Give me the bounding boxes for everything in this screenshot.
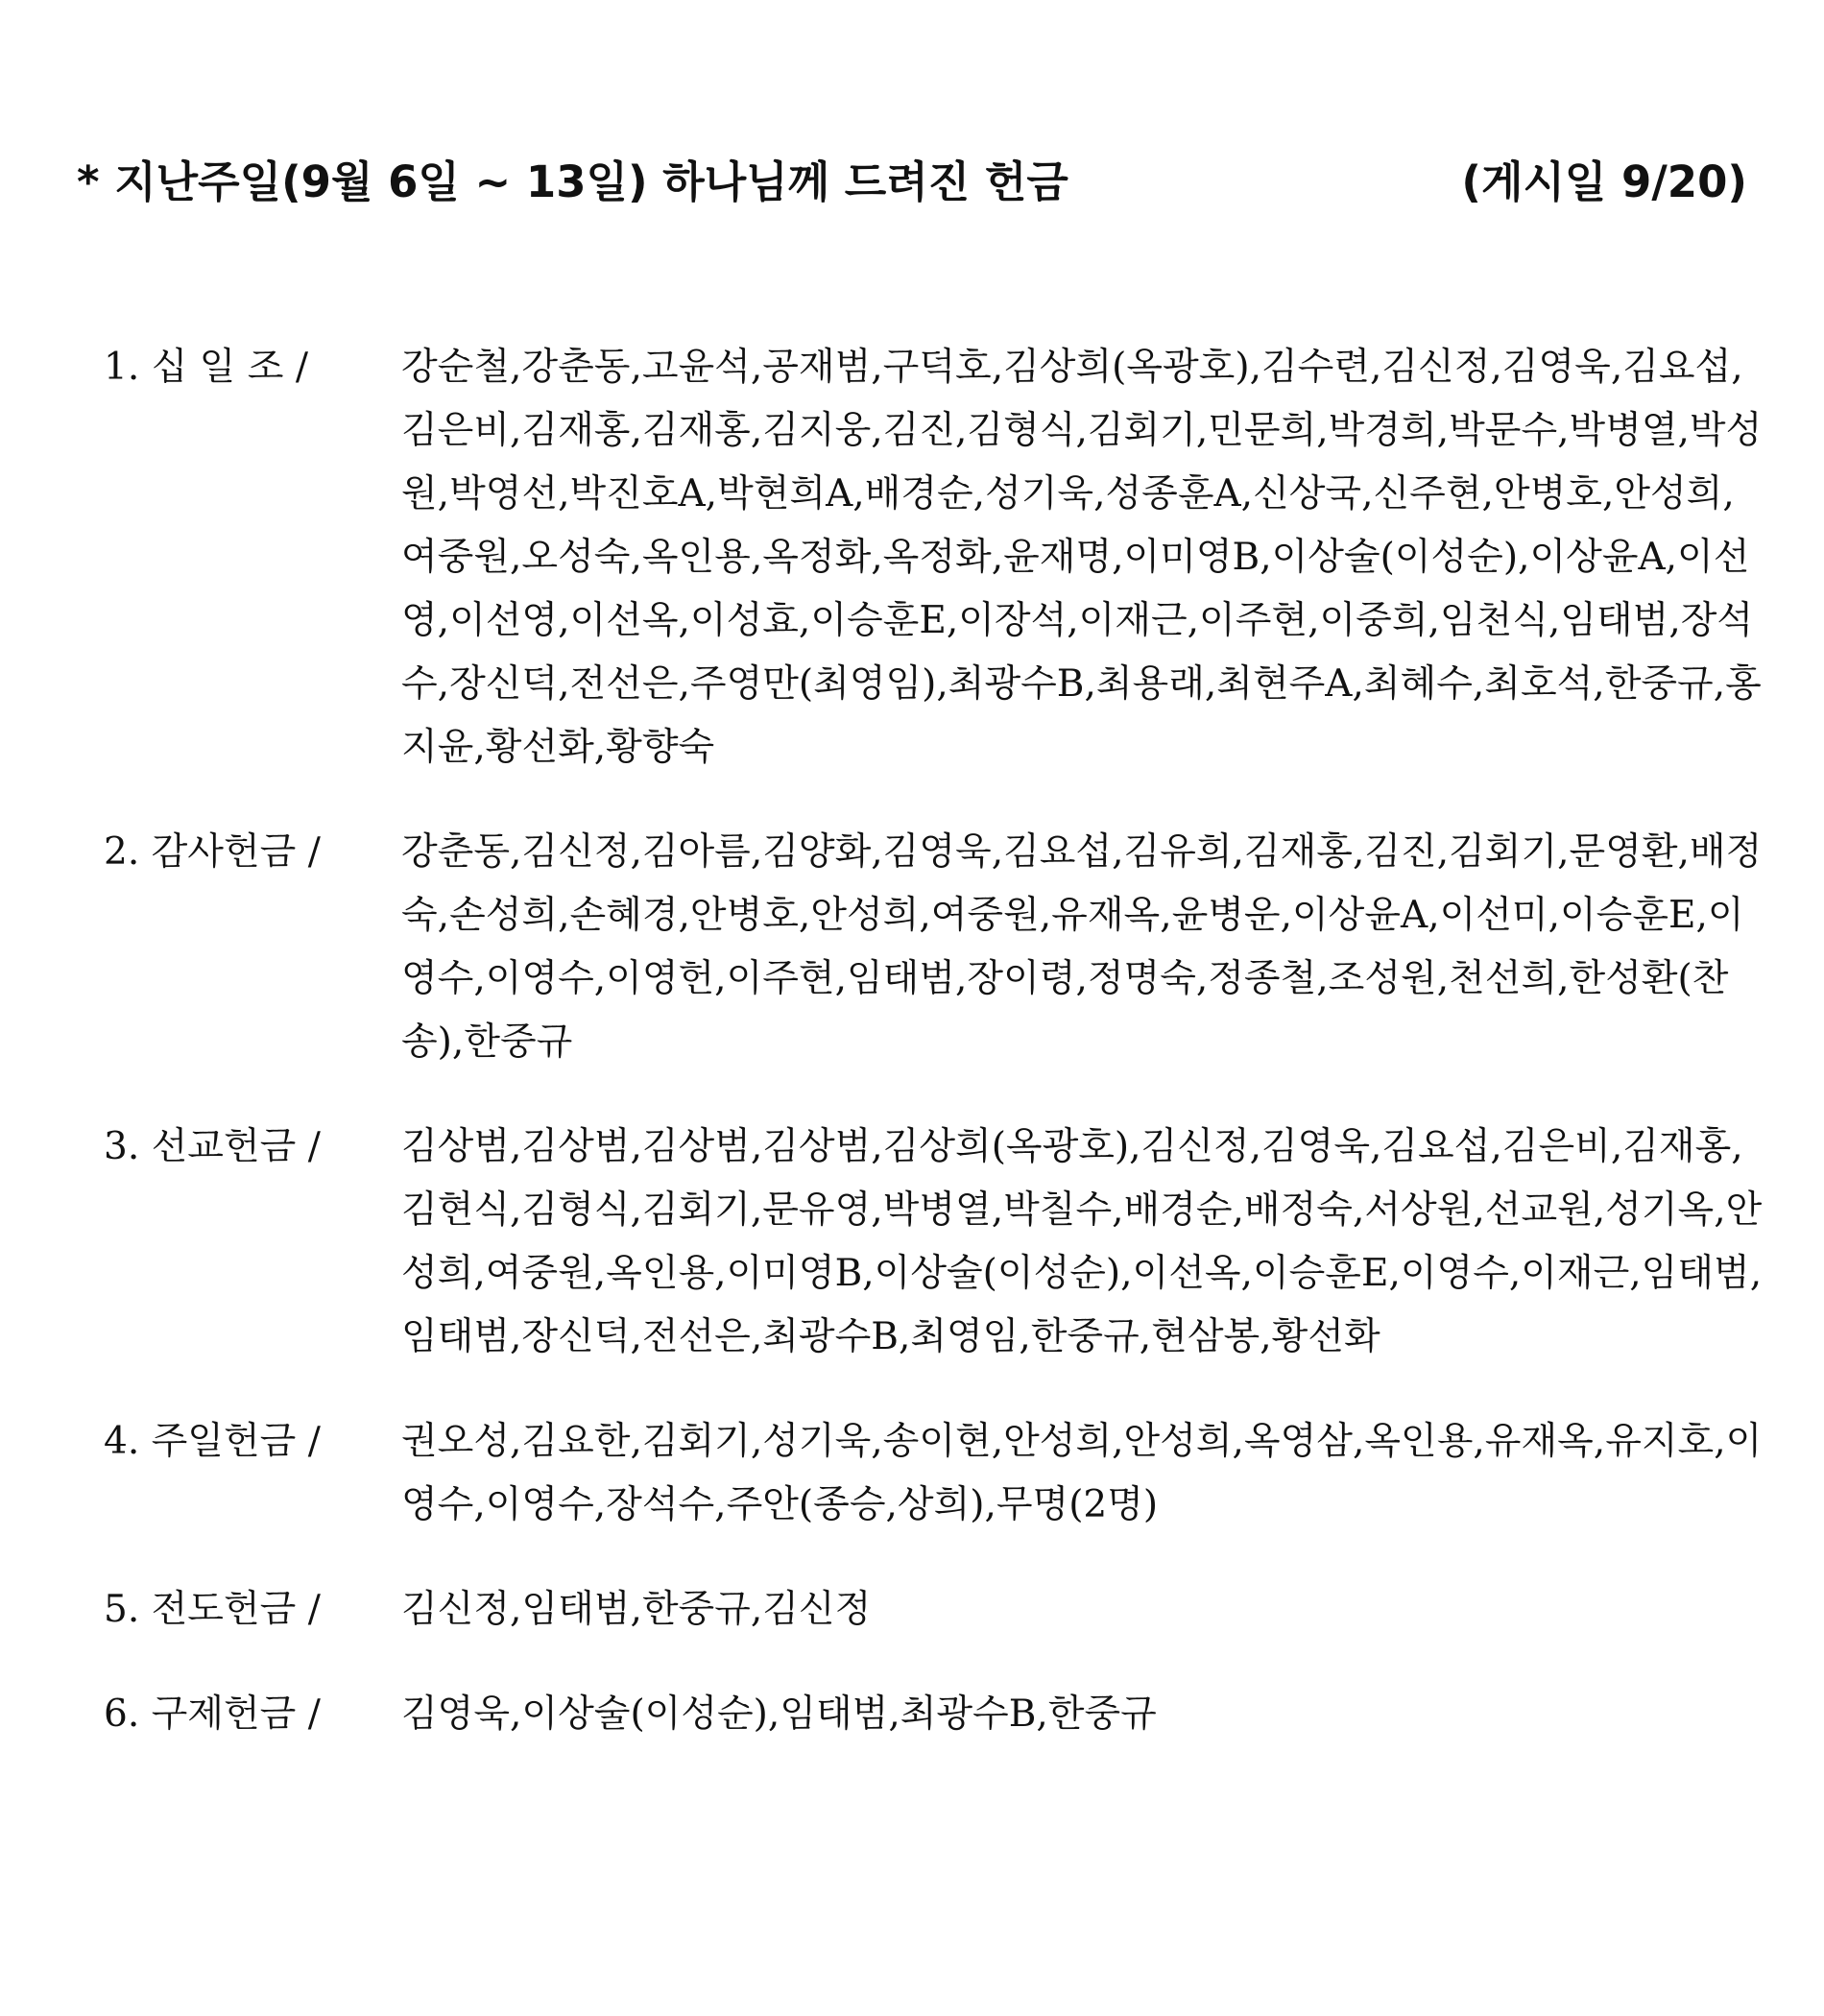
- section-thanksgiving: [0, 821, 1824, 1074]
- section-label: 4. 주일헌금 /: [104, 1420, 321, 1463]
- section-tithe: [0, 336, 1824, 780]
- notice-header: [77, 144, 1747, 221]
- section-label: 6. 구제헌금 /: [104, 1692, 321, 1736]
- section-names: 김상범,김상범,김상범,김상범,김상희(옥광호),김신정,김영욱,김요섭,김은비,김재홍,김현식,김형식,김회기,문유영,박병열,박칠수,배경순,배정숙,서상원,선교원,성기옥,안성희,여중원,옥인용,이미영B,이상술(이성순),이선옥,이승훈E,이영수,이재근,임태범,임태범,장신덕,전선은,최광수B,최영임,한중규,현삼봉,황선화: [401, 1125, 1763, 1358]
- post-date: (게시일 9/20): [1461, 156, 1747, 207]
- section-label: 3. 선교헌금 /: [104, 1125, 321, 1168]
- notice-title: * 지난주일(9월 6일 ~ 13일) 하나님께 드려진 헌금: [77, 156, 1068, 207]
- section-label: 2. 감사헌금 /: [104, 830, 321, 874]
- section-names: 권오성,김요한,김회기,성기욱,송이현,안성희,안성희,옥영삼,옥인용,유재옥,유지호,이영수,이영수,장석수,주안(종승,상희),무명(2명): [401, 1420, 1763, 1526]
- section-relief: [0, 1683, 1824, 1746]
- section-evangelism: [0, 1578, 1824, 1642]
- section-sunday: [0, 1410, 1824, 1537]
- section-mission: [0, 1116, 1824, 1369]
- section-names: 강춘동,김신정,김아름,김양화,김영욱,김요섭,김유희,김재홍,김진,김회기,문영환,배정숙,손성희,손혜경,안병호,안성희,여중원,유재옥,윤병운,이상윤A,이선미,이승훈E,이영수,이영수,이영헌,이주현,임태범,장이령,정명숙,정종철,조성원,천선희,한성환(찬송),한중규: [401, 830, 1763, 1064]
- section-label: 5. 전도헌금 /: [104, 1588, 321, 1631]
- section-names: 강순철,강춘동,고윤석,공재범,구덕호,김상희(옥광호),김수련,김신정,김영욱,김요섭,김은비,김재홍,김재홍,김지웅,김진,김형식,김회기,민문희,박경희,박문수,박병열,박성원,박영선,박진호A,박현희A,배경순,성기욱,성종훈A,신상국,신주현,안병호,안성희,여중원,오성숙,옥인용,옥정화,옥정화,윤재명,이미영B,이상술(이성순),이상윤A,이선영,이선영,이선옥,이성효,이승훈E,이장석,이재근,이주현,이중희,임천식,임태범,장석수,장신덕,전선은,주영만(최영임),최광수B,최용래,최현주A,최혜수,최호석,한중규,홍지윤,황선화,황향숙: [401, 346, 1763, 769]
- section-label: 1. 십 일 조 /: [104, 346, 308, 389]
- offering-sections: [0, 336, 1824, 1788]
- section-names: 김영욱,이상술(이성순),임태범,최광수B,한중규: [401, 1692, 1157, 1736]
- section-names: 김신정,임태범,한중규,김신정: [401, 1588, 872, 1631]
